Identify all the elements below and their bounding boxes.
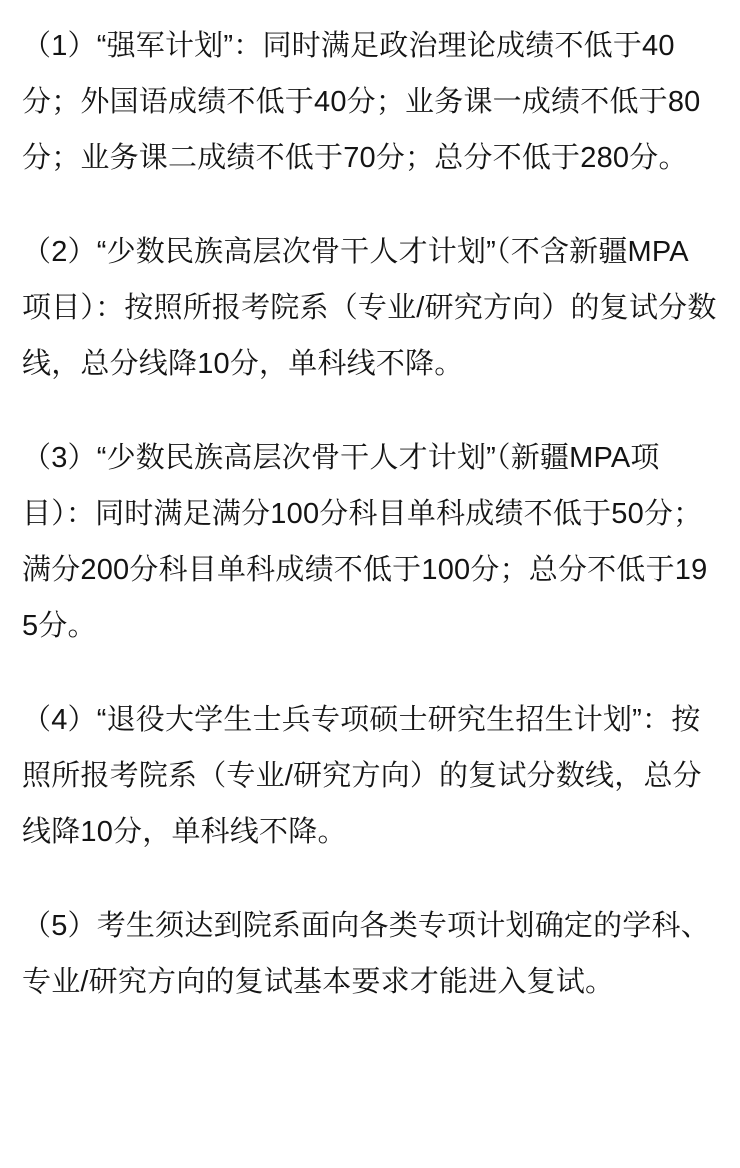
paragraph-item-4: （4）“退役大学生士兵专项硕士研究生招生计划”：按照所报考院系（专业/研究方向）的复试分数线，总分线降10分，单科线不降。: [22, 704, 702, 848]
paragraph-item-2: （2）“少数民族高层次骨干人才计划”（不含新疆MPA项目）：按照所报考院系（专业/研究方向）的复试分数线，总分线降10分，单科线不降。: [22, 236, 717, 380]
paragraph-item-1: （1）“强军计划”：同时满足政治理论成绩不低于40分；外国语成绩不低于40分；业务课一成绩不低于80分；业务课二成绩不低于70分；总分不低于280分。: [22, 30, 701, 174]
paragraph-item-5: （5）考生须达到院系面向各类专项计划确定的学科、专业/研究方向的复试基本要求才能进入复试。: [22, 910, 710, 998]
paragraph-item-3: （3）“少数民族高层次骨干人才计划”（新疆MPA项目）：同时满足满分100分科目单科成绩不低于50分；满分200分科目单科成绩不低于100分；总分不低于195分。: [22, 442, 708, 642]
